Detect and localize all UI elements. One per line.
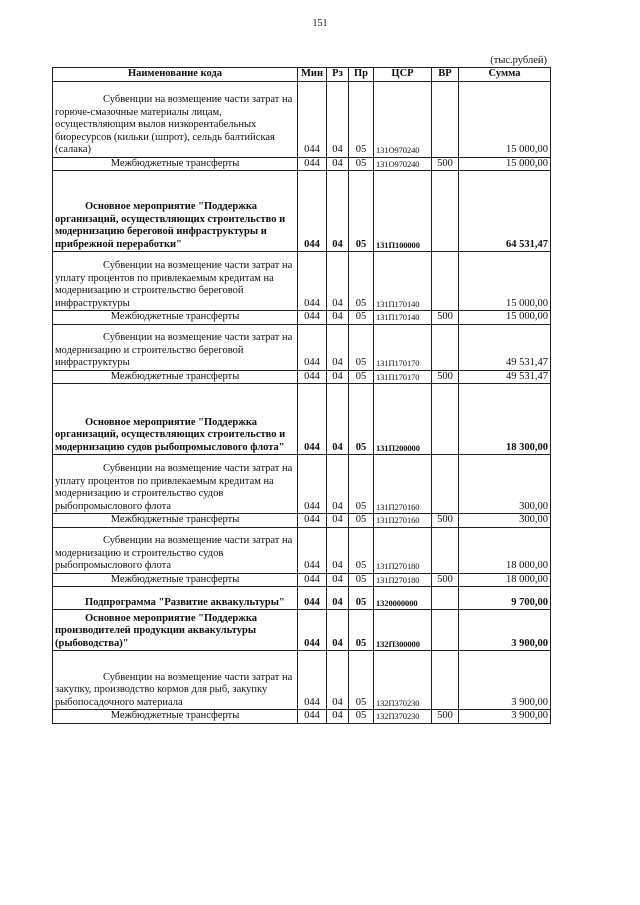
- row-name: Субвенции на возмещение части затрат на уплату процентов по привлекаемым кредитам на модернизацию и строительство береговой инфраструктуры: [53, 252, 298, 311]
- header-vr: ВР: [432, 68, 459, 82]
- row-min: 044: [298, 384, 327, 455]
- header-rz: Рз: [327, 68, 349, 82]
- row-min: 044: [298, 587, 327, 610]
- table-row: [53, 514, 551, 528]
- row-csr: 132П370230: [374, 651, 432, 710]
- row-min: 044: [298, 252, 327, 311]
- row-rz: 04: [327, 651, 349, 710]
- row-name: Основное мероприятие "Поддержка организаций, осуществляющих строительство и модернизацию береговой инфраструктуры и прибрежной переработки": [53, 171, 298, 252]
- row-pr: 05: [349, 324, 374, 370]
- table-row: [53, 252, 551, 311]
- row-rz: 04: [327, 527, 349, 573]
- row-csr: 131П170170: [374, 324, 432, 370]
- row-vr: 500: [432, 710, 459, 724]
- table-row: [53, 610, 551, 651]
- row-pr: 05: [349, 157, 374, 171]
- table-row: [53, 710, 551, 724]
- row-vr: [432, 324, 459, 370]
- row-name: Межбюджетные трансферты: [53, 573, 298, 587]
- row-rz: 04: [327, 587, 349, 610]
- row-vr: [432, 527, 459, 573]
- header-name: Наименование кода: [53, 68, 298, 82]
- row-min: 044: [298, 455, 327, 514]
- row-min: 044: [298, 324, 327, 370]
- table-row: [53, 587, 551, 610]
- row-pr: 05: [349, 651, 374, 710]
- row-min: 044: [298, 710, 327, 724]
- table-row: [53, 573, 551, 587]
- row-rz: 04: [327, 710, 349, 724]
- table-row: [53, 455, 551, 514]
- row-min: 044: [298, 311, 327, 325]
- row-pr: 05: [349, 710, 374, 724]
- row-sum: 64 531,47: [459, 171, 551, 252]
- row-sum: 300,00: [459, 455, 551, 514]
- row-pr: 05: [349, 81, 374, 157]
- row-vr: [432, 651, 459, 710]
- row-pr: 05: [349, 252, 374, 311]
- row-vr: 500: [432, 370, 459, 384]
- row-rz: 04: [327, 573, 349, 587]
- table-row: [53, 311, 551, 325]
- row-csr: 131П170140: [374, 311, 432, 325]
- units-label: (тыс.рублей): [490, 55, 547, 66]
- row-rz: 04: [327, 514, 349, 528]
- row-sum: 3 900,00: [459, 710, 551, 724]
- row-sum: 3 900,00: [459, 651, 551, 710]
- row-pr: 05: [349, 610, 374, 651]
- header-csr: ЦСР: [374, 68, 432, 82]
- row-rz: 04: [327, 311, 349, 325]
- row-csr: 132П370230: [374, 710, 432, 724]
- row-name: Межбюджетные трансферты: [53, 710, 298, 724]
- row-sum: 15 000,00: [459, 157, 551, 171]
- row-pr: 05: [349, 455, 374, 514]
- table-row: [53, 651, 551, 710]
- row-pr: 05: [349, 573, 374, 587]
- row-csr: 131П170140: [374, 252, 432, 311]
- row-rz: 04: [327, 384, 349, 455]
- row-min: 044: [298, 573, 327, 587]
- row-name: Межбюджетные трансферты: [53, 370, 298, 384]
- row-pr: 05: [349, 370, 374, 384]
- page-number: 151: [312, 18, 328, 29]
- row-csr: 131П200000: [374, 384, 432, 455]
- table-row: [53, 171, 551, 252]
- row-sum: 18 300,00: [459, 384, 551, 455]
- row-pr: 05: [349, 587, 374, 610]
- row-vr: [432, 171, 459, 252]
- row-csr: 131О970240: [374, 157, 432, 171]
- row-min: 044: [298, 651, 327, 710]
- row-vr: [432, 81, 459, 157]
- table-row: [53, 370, 551, 384]
- row-sum: 15 000,00: [459, 252, 551, 311]
- row-rz: 04: [327, 157, 349, 171]
- row-name: Субвенции на возмещение части затрат на горюче-смазочные материалы лицам, осуществляющим вылов низкорентабельных биоресурсов (кильки (шпрот), сельдь балтийская (салака): [53, 81, 298, 157]
- row-sum: 15 000,00: [459, 81, 551, 157]
- row-min: 044: [298, 514, 327, 528]
- row-min: 044: [298, 171, 327, 252]
- row-rz: 04: [327, 324, 349, 370]
- row-rz: 04: [327, 171, 349, 252]
- budget-table: [52, 67, 551, 724]
- row-rz: 04: [327, 610, 349, 651]
- row-csr: 131П270180: [374, 527, 432, 573]
- row-vr: [432, 610, 459, 651]
- row-csr: 131П270160: [374, 514, 432, 528]
- row-min: 044: [298, 370, 327, 384]
- row-name: Межбюджетные трансферты: [53, 514, 298, 528]
- row-vr: [432, 455, 459, 514]
- row-vr: 500: [432, 157, 459, 171]
- row-min: 044: [298, 157, 327, 171]
- row-vr: [432, 252, 459, 311]
- row-sum: 9 700,00: [459, 587, 551, 610]
- row-pr: 05: [349, 171, 374, 252]
- row-csr: 131О970240: [374, 81, 432, 157]
- row-name: Основное мероприятие "Поддержка организаций, осуществляющих строительство и модернизацию судов рыбопромыслового флота": [53, 384, 298, 455]
- row-pr: 05: [349, 514, 374, 528]
- row-csr: 131П270160: [374, 455, 432, 514]
- row-rz: 04: [327, 370, 349, 384]
- row-rz: 04: [327, 252, 349, 311]
- row-sum: 49 531,47: [459, 324, 551, 370]
- table-row: [53, 157, 551, 171]
- row-vr: [432, 587, 459, 610]
- row-min: 044: [298, 527, 327, 573]
- row-name: Субвенции на возмещение части затрат на модернизацию и строительство береговой инфраструктуры: [53, 324, 298, 370]
- row-min: 044: [298, 610, 327, 651]
- row-name: Подпрограмма "Развитие аквакультуры": [53, 587, 298, 610]
- row-csr: 131П270180: [374, 573, 432, 587]
- header-pr: Пр: [349, 68, 374, 82]
- header-sum: Сумма: [459, 68, 551, 82]
- table-row: [53, 81, 551, 157]
- row-name: Субвенции на возмещение части затрат на закупку, производство кормов для рыб, закупку рыбопосадочного материала: [53, 651, 298, 710]
- row-sum: 18 000,00: [459, 527, 551, 573]
- row-csr: 131П170170: [374, 370, 432, 384]
- row-name: Основное мероприятие "Поддержка производителей продукции аквакультуры (рыбоводства)": [53, 610, 298, 651]
- row-vr: [432, 384, 459, 455]
- row-vr: 500: [432, 311, 459, 325]
- row-csr: 131П100000: [374, 171, 432, 252]
- row-name: Межбюджетные трансферты: [53, 157, 298, 171]
- table-row: [53, 384, 551, 455]
- row-sum: 49 531,47: [459, 370, 551, 384]
- row-name: Субвенции на возмещение части затрат на уплату процентов по привлекаемым кредитам на модернизацию и строительство судов рыбопромыслового флота: [53, 455, 298, 514]
- table-header-row: [53, 68, 551, 82]
- row-pr: 05: [349, 311, 374, 325]
- row-csr: 132П300000: [374, 610, 432, 651]
- row-name: Межбюджетные трансферты: [53, 311, 298, 325]
- row-min: 044: [298, 81, 327, 157]
- row-vr: 500: [432, 573, 459, 587]
- row-pr: 05: [349, 384, 374, 455]
- row-sum: 15 000,00: [459, 311, 551, 325]
- row-csr: 1320000000: [374, 587, 432, 610]
- row-sum: 300,00: [459, 514, 551, 528]
- row-sum: 3 900,00: [459, 610, 551, 651]
- row-name: Субвенции на возмещение части затрат на модернизацию и строительство судов рыбопромыслового флота: [53, 527, 298, 573]
- table-row: [53, 324, 551, 370]
- table-row: [53, 527, 551, 573]
- header-min: Мин: [298, 68, 327, 82]
- row-rz: 04: [327, 455, 349, 514]
- row-rz: 04: [327, 81, 349, 157]
- row-sum: 18 000,00: [459, 573, 551, 587]
- row-pr: 05: [349, 527, 374, 573]
- row-vr: 500: [432, 514, 459, 528]
